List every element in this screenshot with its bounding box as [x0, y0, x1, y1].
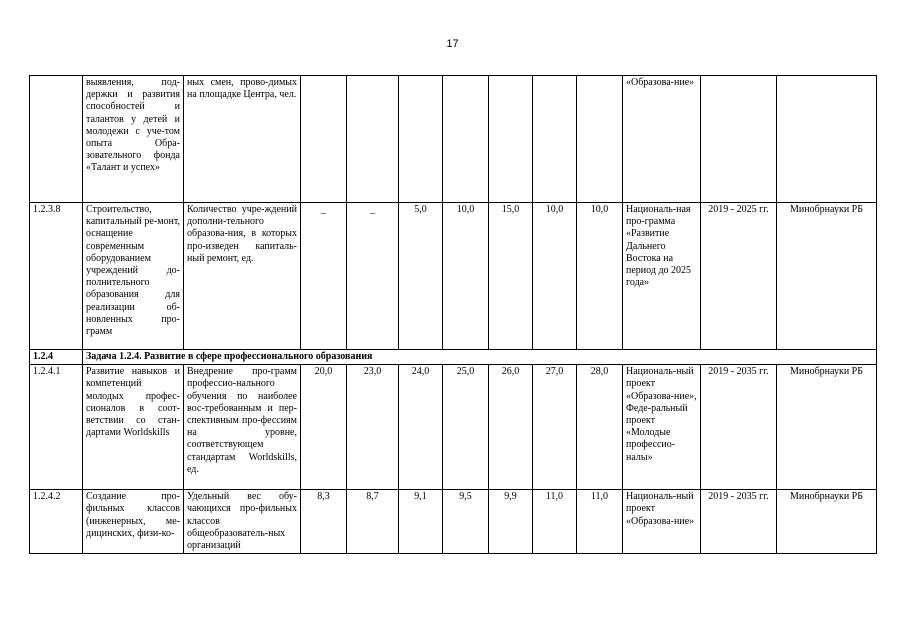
value-cell: [301, 76, 347, 203]
source-cell: Националь-ный проект «Образова-ние»: [623, 490, 701, 554]
value-cell: 11,0: [577, 490, 623, 554]
row-id-cell: 1.2.4.2: [30, 490, 83, 554]
source-cell: Националь-ная про-грамма «Развитие Дальнего Востока на период до 2025 года»: [623, 203, 701, 350]
page-number: 17: [446, 38, 459, 50]
value-cell: 23,0: [347, 365, 399, 490]
value-cell: 15,0: [489, 203, 533, 350]
table-row: [30, 365, 877, 490]
value-cell: 10,0: [577, 203, 623, 350]
value-cell: 5,0: [399, 203, 443, 350]
value-cell: [577, 76, 623, 203]
activity-cell: Развитие навыков и компетенций молодых профес-сионалов в соот-ветствии со стан-дартами Worldskills: [83, 365, 184, 490]
task-id-cell: 1.2.4: [30, 350, 83, 365]
responsible-cell: Минобрнауки РБ: [777, 203, 877, 350]
value-cell: 10,0: [533, 203, 577, 350]
indicator-cell: Внедрение про-грамм профессио-нального обучения по наиболее вос-требованным и пер-спективным про-фессиям на уровне, соответствующем стандартам Worldskills, ед.: [184, 365, 301, 490]
source-cell: Националь-ный проект «Образова-ние», Феде-ральный проект «Молодые профессио-налы»: [623, 365, 701, 490]
value-cell: _: [347, 203, 399, 350]
value-cell: 10,0: [443, 203, 489, 350]
value-cell: [347, 76, 399, 203]
table-row: [30, 76, 877, 203]
value-cell: 27,0: [533, 365, 577, 490]
responsible-cell: Минобрнауки РБ: [777, 490, 877, 554]
table-row: [30, 490, 877, 554]
value-cell: 8,7: [347, 490, 399, 554]
activity-cell: Создание про-фильных классов (инженерных, ме-дицинских, физи-ко-: [83, 490, 184, 554]
value-cell: 8,3: [301, 490, 347, 554]
table-row: [30, 203, 877, 350]
row-id-cell: 1.2.4.1: [30, 365, 83, 490]
value-cell: [533, 76, 577, 203]
value-cell: 24,0: [399, 365, 443, 490]
activity-cell: выявления, под-держки и развития способностей и талантов у детей и молодежи с уче-том опыта Обра-зовательного фонда «Талант и успех»: [83, 76, 184, 203]
period-cell: 2019 - 2035 гг.: [701, 365, 777, 490]
value-cell: 9,9: [489, 490, 533, 554]
row-id-cell: 1.2.3.8: [30, 203, 83, 350]
value-cell: _: [301, 203, 347, 350]
value-cell: 20,0: [301, 365, 347, 490]
indicator-cell: Удельный вес обу-чающихся про-фильных классов общеобразователь-ных организаций: [184, 490, 301, 554]
responsible-cell: Минобрнауки РБ: [777, 365, 877, 490]
responsible-cell: [777, 76, 877, 203]
period-cell: 2019 - 2025 гг.: [701, 203, 777, 350]
period-cell: 2019 - 2035 гг.: [701, 490, 777, 554]
indicator-cell: Количество учре-ждений дополни-тельного образова-ния, в которых про-изведен капиталь-ный ремонт, ед.: [184, 203, 301, 350]
measures-table: [29, 75, 877, 554]
activity-cell: Строительство, капитальный ре-монт, оснащение современным оборудованием учреждений до-полнительного образования для реализации об-новленных про-грамм: [83, 203, 184, 350]
value-cell: [489, 76, 533, 203]
value-cell: [443, 76, 489, 203]
value-cell: [399, 76, 443, 203]
value-cell: 26,0: [489, 365, 533, 490]
indicator-cell: ных смен, прово-димых на площадке Центра, чел.: [184, 76, 301, 203]
value-cell: 9,1: [399, 490, 443, 554]
value-cell: 9,5: [443, 490, 489, 554]
value-cell: 25,0: [443, 365, 489, 490]
task-title-cell: Задача 1.2.4. Развитие в сфере профессионального образования: [83, 350, 877, 365]
source-cell: «Образова-ние»: [623, 76, 701, 203]
row-id-cell: [30, 76, 83, 203]
task-row: [30, 350, 877, 365]
value-cell: 28,0: [577, 365, 623, 490]
period-cell: [701, 76, 777, 203]
value-cell: 11,0: [533, 490, 577, 554]
